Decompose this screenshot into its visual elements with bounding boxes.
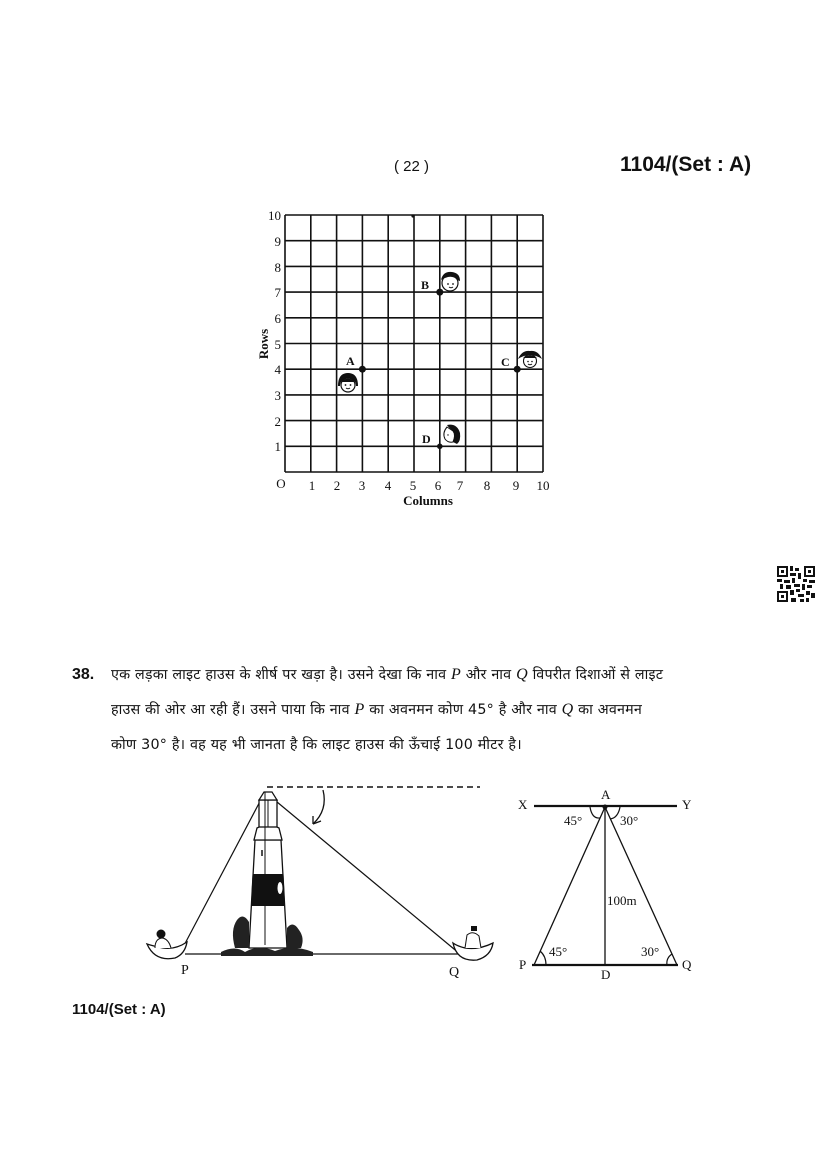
page-number: ( 22 ) bbox=[394, 158, 430, 175]
variable-q: Q bbox=[561, 701, 574, 718]
x-tick-10: 10 bbox=[536, 478, 550, 493]
x-tick-6: 6 bbox=[434, 478, 442, 493]
x-tick-1: 1 bbox=[308, 478, 316, 493]
label-a: A bbox=[601, 787, 611, 802]
variable-p: P bbox=[354, 701, 365, 718]
question-text-line-3: कोण 30° है। वह यह भी जानता है कि लाइट हाउस की ऊँचाई 100 मीटर है। bbox=[111, 737, 522, 753]
question-text-segment: विपरीत दिशाओं से लाइट bbox=[527, 667, 664, 683]
origin-label: O bbox=[276, 476, 286, 491]
x-tick-2: 2 bbox=[333, 478, 341, 493]
svg-text:C: C bbox=[501, 355, 510, 369]
child-face-icon bbox=[441, 272, 460, 291]
y-tick-3: 3 bbox=[274, 388, 281, 403]
triangle-diagram bbox=[510, 780, 700, 980]
y-tick-10: 10 bbox=[268, 208, 281, 223]
lighthouse-figure bbox=[135, 780, 510, 980]
svg-text:A: A bbox=[346, 354, 355, 368]
y-tick-5: 5 bbox=[274, 337, 281, 352]
label-q: Q bbox=[682, 957, 692, 972]
set-code-header: 1104/(Set : A) bbox=[620, 153, 752, 176]
label-x: X bbox=[518, 797, 528, 812]
angle-q: 30° bbox=[641, 944, 660, 959]
question-text-segment: का अवनमन कोण 45° है और नाव bbox=[364, 702, 562, 718]
y-tick-2: 2 bbox=[274, 414, 281, 429]
svg-text:B: B bbox=[421, 278, 430, 292]
x-axis-label: Columns bbox=[403, 493, 453, 508]
x-tick-9: 9 bbox=[512, 478, 520, 493]
x-tick-7: 7 bbox=[456, 478, 464, 493]
set-code-footer: 1104/(Set : A) bbox=[72, 1001, 166, 1018]
x-tick-4: 4 bbox=[384, 478, 392, 493]
child-face-icon bbox=[338, 373, 358, 392]
variable-p: P bbox=[451, 666, 461, 683]
y-tick-1: 1 bbox=[274, 439, 281, 454]
qr-code-icon bbox=[776, 565, 816, 603]
question-text-line-2 bbox=[111, 700, 642, 719]
question-text-segment: का अवनमन bbox=[573, 702, 643, 718]
x-tick-3: 3 bbox=[358, 478, 366, 493]
question-text-segment: हाउस की ओर आ रही हैं। उसने पाया कि नाव bbox=[111, 702, 355, 718]
child-face-icon bbox=[444, 425, 460, 444]
angle-p: 45° bbox=[549, 944, 568, 959]
y-tick-7: 7 bbox=[274, 285, 281, 300]
label-y: Y bbox=[682, 797, 692, 812]
y-tick-9: 9 bbox=[274, 234, 281, 249]
boat-p-icon bbox=[147, 930, 187, 959]
angle-yaq: 30° bbox=[620, 813, 639, 828]
question-text-segment: एक लड़का लाइट हाउस के शीर्ष पर खड़ा है। उसने देखा कि नाव bbox=[111, 667, 451, 683]
question-text-line-1 bbox=[111, 665, 663, 684]
point-d bbox=[422, 425, 460, 449]
label-p: P bbox=[181, 963, 189, 978]
grid-figure bbox=[250, 200, 570, 520]
height-label: 100m bbox=[607, 893, 637, 908]
lighthouse-icon bbox=[249, 792, 287, 948]
boat-q-icon bbox=[453, 926, 493, 960]
svg-text:D: D bbox=[422, 432, 431, 446]
angle-xap: 45° bbox=[564, 813, 583, 828]
question-number: 38. bbox=[72, 666, 95, 683]
y-tick-8: 8 bbox=[274, 260, 281, 275]
y-tick-6: 6 bbox=[274, 311, 281, 326]
label-q: Q bbox=[449, 965, 460, 980]
x-tick-5: 5 bbox=[409, 478, 417, 493]
child-face-icon bbox=[518, 351, 542, 368]
question-text-segment: और नाव bbox=[460, 667, 517, 683]
grid-lines bbox=[285, 215, 543, 472]
x-tick-8: 8 bbox=[483, 478, 491, 493]
label-p: P bbox=[519, 957, 527, 972]
y-axis-label: Rows bbox=[256, 328, 271, 360]
y-tick-4: 4 bbox=[274, 362, 281, 377]
label-d: D bbox=[601, 967, 611, 980]
variable-q: Q bbox=[516, 666, 528, 683]
